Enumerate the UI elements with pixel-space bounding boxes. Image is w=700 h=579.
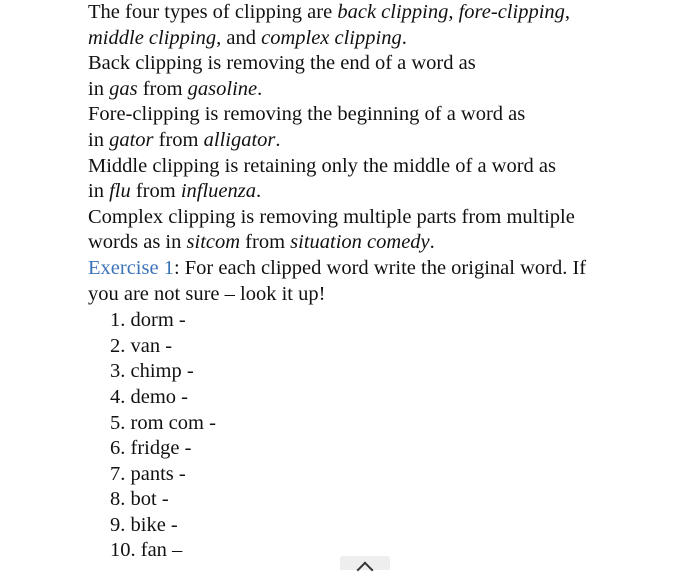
intro-text: . — [401, 26, 407, 49]
list-item: 8. bot - — [110, 488, 169, 511]
intro-line-2 — [88, 26, 688, 52]
list-item: 4. demo - — [110, 385, 188, 408]
exercise-label: Exercise 1 — [88, 256, 174, 279]
example-text: from — [240, 231, 291, 254]
back-clipping-definition: Back clipping is removing the end of a word as — [88, 52, 476, 75]
example-text: . — [257, 77, 263, 100]
document-body — [88, 0, 688, 564]
list-item: 9. bike - — [110, 513, 178, 536]
exercise-instruction-text: : For each clipped word write the original word. If — [173, 256, 587, 279]
example-clipped: sitcom — [186, 231, 241, 254]
fore-clipping-example — [88, 128, 688, 154]
intro-line-1 — [88, 0, 688, 26]
example-original: situation comedy — [290, 231, 430, 254]
example-text: . — [256, 180, 262, 203]
example-clipped: flu — [109, 180, 131, 203]
list-item: 7. pants - — [110, 462, 186, 485]
example-text: from — [137, 77, 188, 100]
list-item: 5. rom com - — [110, 411, 216, 434]
intro-text: The four types of clipping are — [88, 1, 338, 23]
fore-clipping-definition: Fore-clipping is removing the beginning of a word as — [88, 103, 526, 126]
term-complex-clipping: complex clipping — [261, 26, 402, 49]
example-original: gasoline — [187, 77, 258, 100]
example-clipped: gator — [109, 128, 154, 151]
example-original: influenza — [180, 180, 257, 203]
complex-clipping-example — [88, 230, 688, 256]
list-item: 3. chimp - — [110, 360, 194, 383]
scroll-up-button[interactable] — [340, 556, 390, 570]
example-text: in — [88, 77, 110, 100]
intro-text: , — [448, 1, 459, 23]
example-text: in — [88, 180, 110, 203]
example-text: from — [153, 128, 204, 151]
intro-text: , — [564, 1, 571, 23]
example-original: alligator — [203, 128, 276, 151]
term-fore-clipping: fore-clipping — [458, 1, 565, 23]
example-text: in — [88, 128, 110, 151]
example-text: . — [429, 231, 435, 254]
chevron-up-icon — [357, 562, 374, 579]
exercise-instruction — [88, 256, 688, 282]
complex-clipping-definition: Complex clipping is removing multiple parts from multiple — [88, 205, 575, 228]
list-item: 2. van - — [110, 334, 173, 357]
middle-clipping-example — [88, 179, 688, 205]
term-middle-clipping: middle clipping — [88, 26, 217, 49]
example-text: . — [275, 128, 281, 151]
example-text: from — [130, 180, 181, 203]
back-clipping-example — [88, 77, 688, 103]
list-item: 6. fridge - — [110, 437, 192, 460]
middle-clipping-definition: Middle clipping is retaining only the middle of a word as — [88, 154, 556, 177]
list-item: 10. fan – — [110, 539, 183, 562]
example-clipped: gas — [109, 77, 138, 100]
term-back-clipping: back clipping — [337, 1, 449, 23]
exercise-instruction-line-2: you are not sure – look it up! — [88, 282, 326, 305]
exercise-list — [88, 308, 688, 564]
intro-text: , and — [216, 26, 262, 49]
example-text: words as in — [88, 231, 187, 254]
list-item: 1. dorm - — [110, 309, 186, 332]
